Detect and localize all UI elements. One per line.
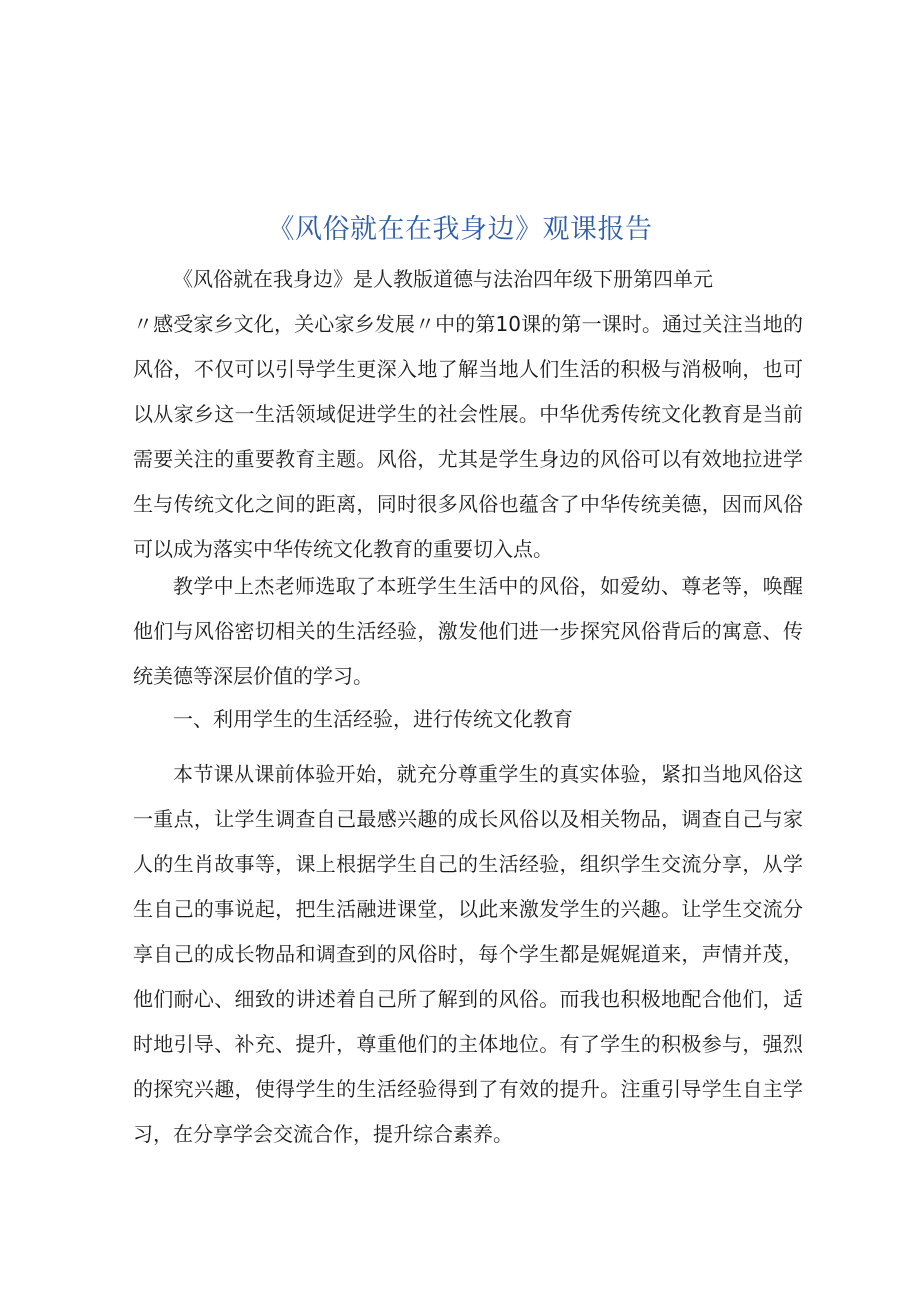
paragraph-2: 教学中上杰老师选取了本班学生生活中的风俗，如爱幼、尊老等，唤醒他们与风俗密切相关的生活经验，激发他们进一步探究风俗背后的寓意、传统美德等深层价值的学习。 [133,574,803,688]
document-title: 《风俗就在在我身边》观课报告 [267,214,653,245]
intro-paragraph [133,257,803,572]
intro-first-line: 《风俗就在我身边》是人教版道德与法治四年级下册第四单元 [173,267,713,291]
intro-body: 〃感受家乡文化，关心家乡发展〃中的第10课的第一课时。通过关注当地的风俗，不仅可以引导学生更深入地了解当地人们生活的积极与消极响，也可以从家乡这一生活领域促进学生的社会性展。中华优秀传统文化教育是当前需要关注的重要教育主题。风俗，尤其是学生身边的风俗可以有效地拉进学生与传统文化之间的距离，同时很多风俗也蕴含了中华传统美德，因而风俗可以成为落实中华传统文化教育的重要切入点。 [133,312,803,561]
paragraph-3: 本节课从课前体验开始，就充分尊重学生的真实体验，紧扣当地风俗这一重点，让学生调查自己最感兴趣的成长风俗以及相关物品，调查自己与家人的生肖故事等，课上根据学生自己的生活经验，组织学生交流分享，从学生自己的事说起，把生活融进课堂，以此来激发学生的兴趣。让学生交流分享自己的成长物品和调查到的风俗时，每个学生都是娓娓道来，声情并茂，他们耐心、细致的讲述着自己所了解到的风俗。而我也积极地配合他们，适时地引导、补充、提升，尊重他们的主体地位。有了学生的积极参与，强烈的探究兴趣，使得学生的生活经验得到了有效的提升。注重引导学生自主学习，在分享学会交流合作，提升综合素养。 [133,762,803,1146]
section-heading-1: 一、利用学生的生活经验，进行传统文化教育 [173,707,573,731]
